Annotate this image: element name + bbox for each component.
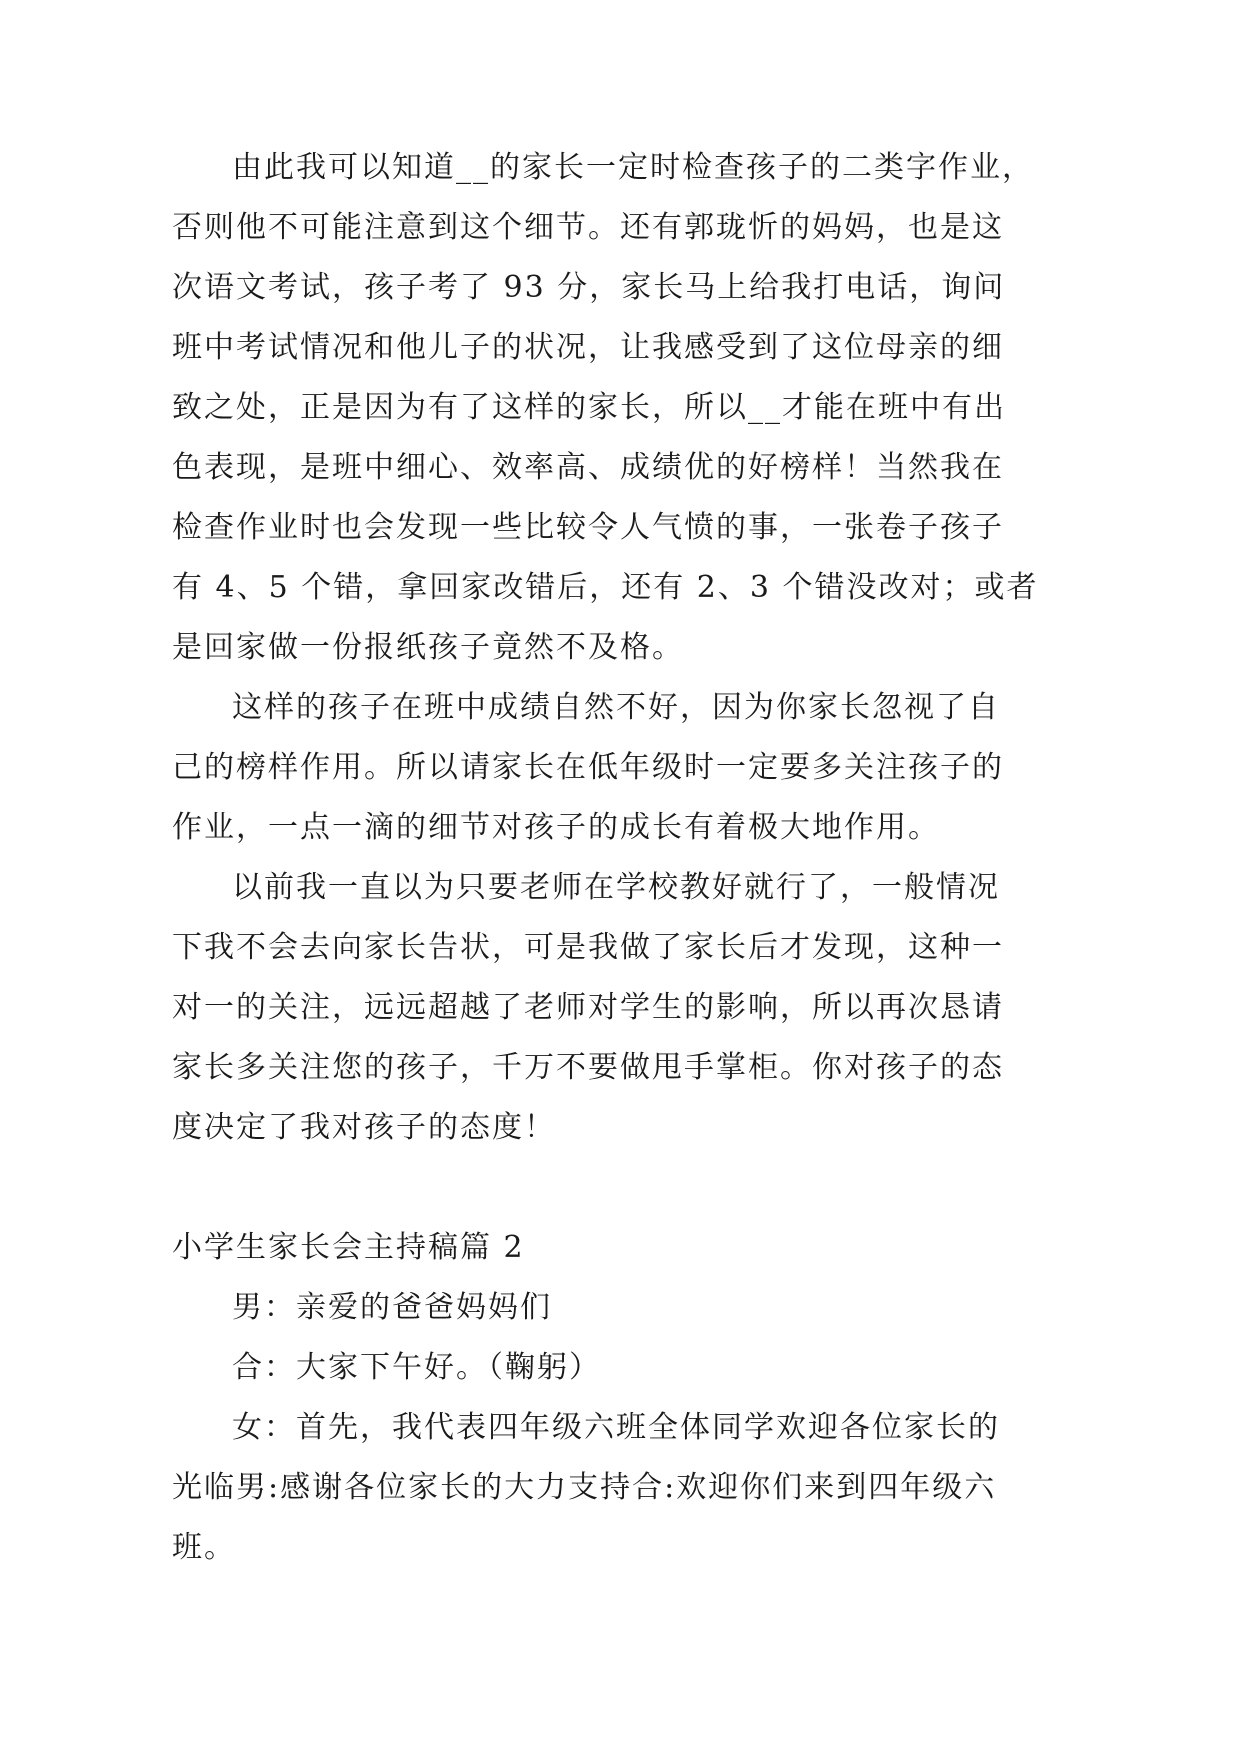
dialogue-female-line: 光临男:感谢各位家长的大力支持合:欢迎你们来到四年级六 [172,1470,997,1505]
dialogue-female-line: 女：首先，我代表四年级六班全体同学欢迎各位家长的 [232,1410,1000,1445]
dialogue-male-line: 男：亲爱的爸爸妈妈们 [232,1290,552,1325]
text-line: 己的榜样作用。所以请家长在低年级时一定要多关注孩子的 [172,750,1004,785]
dialogue-female-line: 班。 [172,1530,236,1565]
text-line: 由此我可以知道__的家长一定时检查孩子的二类字作业， [232,150,1034,185]
text-line: 度决定了我对孩子的态度！ [172,1110,556,1145]
dialogue-together-line: 合：大家下午好。（鞠躬） [232,1350,601,1385]
text-line: 下我不会去向家长告状，可是我做了家长后才发现，这种一 [172,930,1004,965]
text-line: 有 4、5 个错，拿回家改错后，还有 2、3 个错没改对；或者 [172,570,1039,605]
text-line: 对一的关注，远远超越了老师对学生的影响，所以再次恳请 [172,990,1004,1025]
text-line: 致之处，正是因为有了这样的家长，所以__才能在班中有出 [172,390,1006,425]
text-line: 家长多关注您的孩子，千万不要做甩手掌柜。你对孩子的态 [172,1050,1004,1085]
text-line: 这样的孩子在班中成绩自然不好，因为你家长忽视了自 [232,690,1000,725]
text-line: 是回家做一份报纸孩子竟然不及格。 [172,630,684,665]
text-line: 班中考试情况和他儿子的状况，让我感受到了这位母亲的细 [172,330,1004,365]
text-line: 次语文考试，孩子考了 93 分，家长马上给我打电话，询问 [172,270,1006,305]
section-heading: 小学生家长会主持稿篇 2 [172,1230,525,1265]
text-line: 以前我一直以为只要老师在学校教好就行了，一般情况 [232,870,1000,905]
text-line: 检查作业时也会发现一些比较令人气愤的事，一张卷子孩子 [172,510,1004,545]
text-line: 否则他不可能注意到这个细节。还有郭珑忻的妈妈，也是这 [172,210,1004,245]
text-line: 色表现，是班中细心、效率高、成绩优的好榜样！当然我在 [172,450,1004,485]
text-line: 作业，一点一滴的细节对孩子的成长有着极大地作用。 [172,810,940,845]
